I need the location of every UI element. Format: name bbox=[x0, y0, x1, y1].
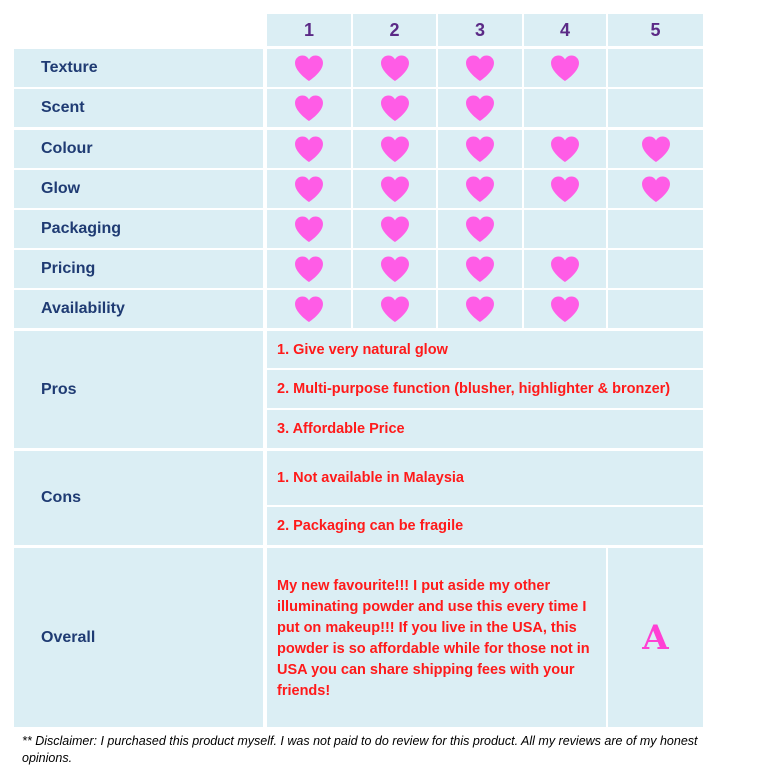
rating-label-scent: Scent bbox=[14, 89, 263, 127]
heart-icon bbox=[464, 215, 496, 243]
rating-cell bbox=[608, 89, 703, 127]
rating-cell bbox=[438, 130, 522, 168]
rating-cell bbox=[608, 250, 703, 288]
pros-label: Pros bbox=[14, 331, 263, 448]
header-col-3: 3 bbox=[438, 14, 522, 46]
heart-icon bbox=[379, 94, 411, 122]
header-col-2: 2 bbox=[353, 14, 436, 46]
heart-icon bbox=[464, 295, 496, 323]
heart-icon bbox=[464, 94, 496, 122]
rating-cell bbox=[438, 49, 522, 87]
rating-cell bbox=[524, 290, 606, 328]
heart-icon bbox=[379, 175, 411, 203]
rating-cell bbox=[438, 170, 522, 208]
rating-cell bbox=[608, 210, 703, 248]
heart-icon bbox=[464, 255, 496, 283]
heart-icon bbox=[293, 215, 325, 243]
heart-icon bbox=[379, 295, 411, 323]
heart-icon bbox=[549, 54, 581, 82]
heart-icon bbox=[379, 54, 411, 82]
rating-cell bbox=[353, 210, 436, 248]
rating-cell bbox=[524, 250, 606, 288]
rating-cell bbox=[267, 170, 351, 208]
header-col-4: 4 bbox=[524, 14, 606, 46]
heart-icon bbox=[549, 135, 581, 163]
rating-cell bbox=[267, 49, 351, 87]
heart-icon bbox=[293, 135, 325, 163]
header-col-1: 1 bbox=[267, 14, 351, 46]
rating-cell bbox=[608, 290, 703, 328]
overall-label: Overall bbox=[14, 548, 263, 727]
rating-label-availability: Availability bbox=[14, 290, 263, 328]
heart-icon bbox=[379, 215, 411, 243]
rating-cell bbox=[267, 210, 351, 248]
rating-cell bbox=[267, 89, 351, 127]
rating-cell bbox=[353, 130, 436, 168]
rating-cell bbox=[524, 89, 606, 127]
rating-cell bbox=[438, 89, 522, 127]
rating-label-packaging: Packaging bbox=[14, 210, 263, 248]
rating-cell bbox=[353, 250, 436, 288]
heart-icon bbox=[379, 135, 411, 163]
pros-item-1: 1. Give very natural glow bbox=[267, 331, 703, 368]
disclaimer: ** Disclaimer: I purchased this product myself. I was not paid to do review for this product. All my reviews are of my honest opinions. bbox=[22, 734, 698, 765]
header-col-5: 5 bbox=[608, 14, 703, 46]
rating-cell bbox=[608, 130, 703, 168]
rating-cell bbox=[524, 210, 606, 248]
heart-icon bbox=[549, 295, 581, 323]
rating-cell bbox=[353, 89, 436, 127]
heart-icon bbox=[293, 255, 325, 283]
rating-cell bbox=[524, 130, 606, 168]
rating-label-colour: Colour bbox=[14, 130, 263, 168]
heart-icon bbox=[464, 54, 496, 82]
pros-item-3: 3. Affordable Price bbox=[267, 410, 703, 448]
rating-cell bbox=[608, 49, 703, 87]
rating-label-pricing: Pricing bbox=[14, 250, 263, 288]
rating-cell bbox=[524, 49, 606, 87]
heart-icon bbox=[293, 295, 325, 323]
rating-cell bbox=[524, 170, 606, 208]
cons-item-2: 2. Packaging can be fragile bbox=[267, 507, 703, 545]
cons-item-1: 1. Not available in Malaysia bbox=[267, 451, 703, 505]
heart-icon bbox=[549, 175, 581, 203]
cons-label: Cons bbox=[14, 451, 263, 545]
rating-cell bbox=[267, 130, 351, 168]
rating-cell bbox=[353, 290, 436, 328]
rating-cell bbox=[267, 250, 351, 288]
rating-cell bbox=[608, 170, 703, 208]
rating-cell bbox=[267, 290, 351, 328]
overall-grade: A bbox=[608, 548, 703, 727]
heart-icon bbox=[379, 255, 411, 283]
rating-cell bbox=[438, 210, 522, 248]
heart-icon bbox=[640, 135, 672, 163]
heart-icon bbox=[549, 255, 581, 283]
heart-icon bbox=[640, 175, 672, 203]
rating-label-texture: Texture bbox=[14, 49, 263, 87]
rating-cell bbox=[438, 290, 522, 328]
heart-icon bbox=[293, 175, 325, 203]
overall-text: My new favourite!!! I put aside my other illuminating powder and use this every time I put on makeup!!! If you live in the USA, this powder is so affordable while for those not in USA you can share shipping fees with your friends! bbox=[267, 548, 606, 727]
pros-item-2: 2. Multi-purpose function (blusher, highlighter & bronzer) bbox=[267, 370, 703, 408]
rating-cell bbox=[438, 250, 522, 288]
heart-icon bbox=[293, 94, 325, 122]
rating-cell bbox=[353, 170, 436, 208]
rating-cell bbox=[353, 49, 436, 87]
rating-label-glow: Glow bbox=[14, 170, 263, 208]
heart-icon bbox=[293, 54, 325, 82]
heart-icon bbox=[464, 175, 496, 203]
heart-icon bbox=[464, 135, 496, 163]
